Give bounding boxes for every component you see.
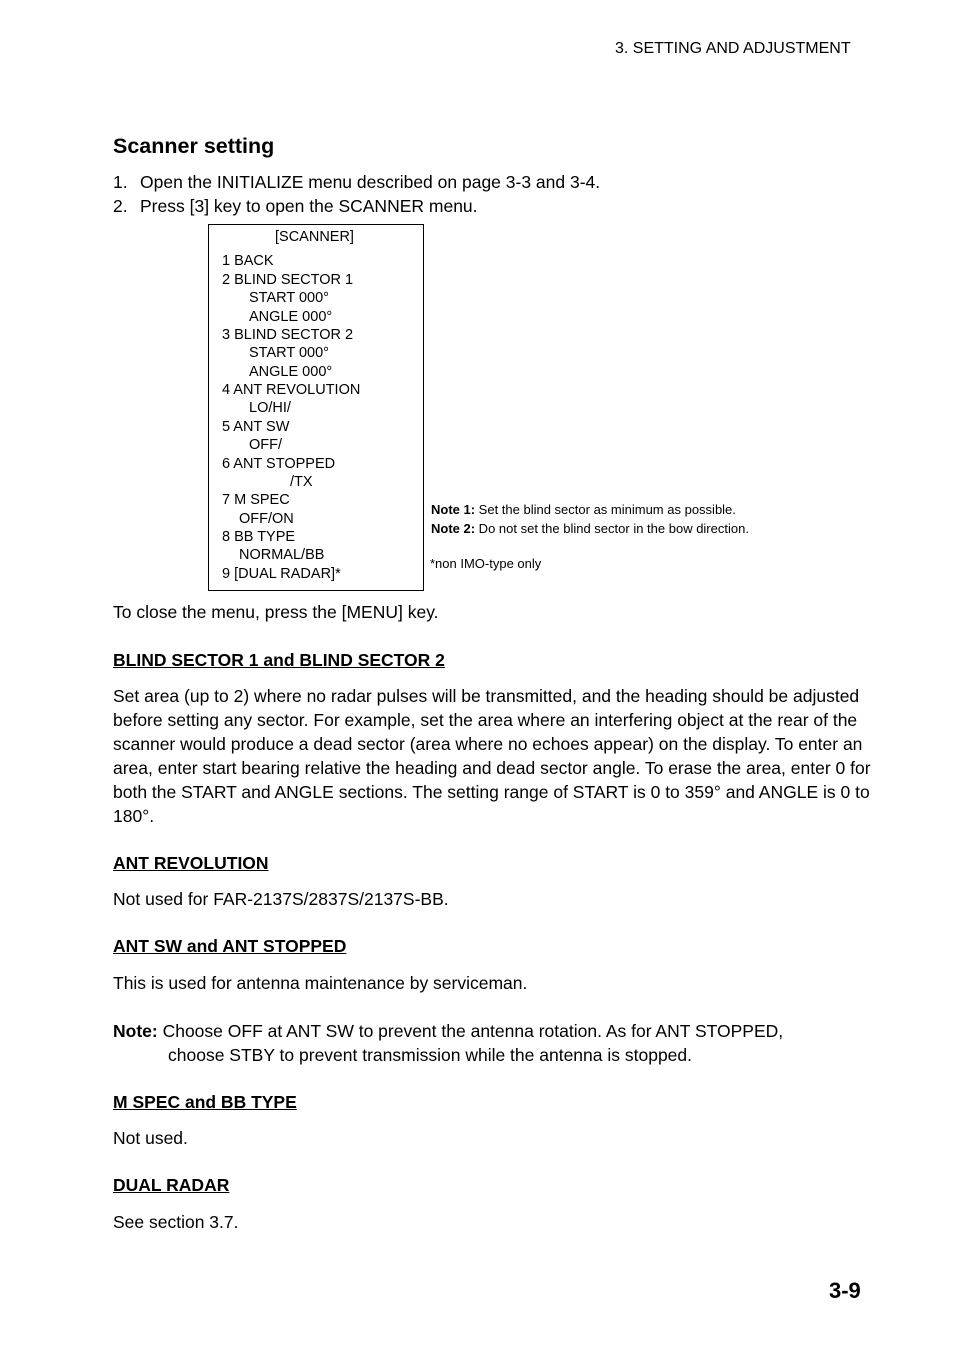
- paragraph-dual-radar: See section 3.7.: [113, 1212, 239, 1232]
- menu-item-bb-type: 8 BB TYPE: [222, 529, 296, 545]
- menu-title: [SCANNER]: [275, 229, 354, 245]
- subheading-m-spec: M SPEC and BB TYPE: [113, 1092, 297, 1112]
- paragraph-m-spec: Not used.: [113, 1128, 188, 1148]
- menu-item-m-spec: 7 M SPEC: [222, 492, 290, 508]
- note-label: Note 1:: [431, 502, 476, 517]
- menu-item-blind-sector-1: 2 BLIND SECTOR 1: [222, 272, 354, 288]
- subheading-blind-sector: BLIND SECTOR 1 and BLIND SECTOR 2: [113, 650, 445, 670]
- note-label: Note:: [113, 1021, 158, 1041]
- page-number: 3-9: [829, 1278, 861, 1303]
- paragraph-ant-sw: This is used for antenna maintenance by serviceman.: [113, 973, 528, 993]
- note-ant-sw-line-2: choose STBY to prevent transmission while the antenna is stopped.: [168, 1045, 693, 1065]
- menu-value-angle-2: ANGLE 000°: [249, 364, 333, 380]
- menu-value-ant-sw: OFF/: [249, 437, 283, 453]
- menu-item-ant-revolution: 4 ANT REVOLUTION: [222, 382, 361, 398]
- subheading-ant-revolution: ANT REVOLUTION: [113, 853, 269, 873]
- note-text: Set the blind sector as minimum as possible.: [475, 502, 736, 517]
- menu-value-ant-revolution: LO/HI/: [249, 400, 291, 416]
- menu-value-m-spec: OFF/ON: [239, 511, 294, 527]
- step-number: 1.: [113, 172, 128, 192]
- step-item: [113, 196, 813, 220]
- menu-item-ant-stopped: 6 ANT STOPPED: [222, 456, 336, 472]
- note-ant-sw-line-1: [113, 1019, 783, 1043]
- step-number: 2.: [113, 196, 128, 216]
- menu-note-1: [431, 502, 736, 517]
- menu-item-blind-sector-2: 3 BLIND SECTOR 2: [222, 327, 354, 343]
- menu-value-ant-stopped: /TX: [290, 474, 313, 490]
- menu-item-back: 1 BACK: [222, 253, 274, 269]
- close-instruction: To close the menu, press the [MENU] key.: [113, 602, 439, 622]
- menu-item-ant-sw: 5 ANT SW: [222, 419, 290, 435]
- step-text: Open the INITIALIZE menu described on page 3-3 and 3-4.: [140, 172, 601, 192]
- step-text: Press [3] key to open the SCANNER menu.: [140, 196, 478, 216]
- menu-footnote: *non IMO-type only: [430, 556, 542, 571]
- menu-value-angle-1: ANGLE 000°: [249, 309, 333, 325]
- paragraph-blind-sector: Set area (up to 2) where no radar pulses will be transmitted, and the heading should be adjusted before setting any sector. For example, set the area where an interfering object at the rear of the scanner would produce a dead sector (area where no echoes appear) on the display. To enter an area, enter start bearing relative the heading and dead sector angle. To erase the area, enter 0 for both the START and ANGLE sections. The setting range of START is 0 to 359° and ANGLE is 0 to 180°.: [113, 686, 871, 826]
- menu-value-start-2: START 000°: [249, 345, 329, 361]
- running-head: 3. SETTING AND ADJUSTMENT: [615, 40, 851, 57]
- note-text: Do not set the blind sector in the bow direction.: [475, 521, 749, 536]
- subheading-ant-sw: ANT SW and ANT STOPPED: [113, 936, 347, 956]
- section-title: Scanner setting: [113, 134, 275, 158]
- scanner-menu-box: [208, 224, 424, 591]
- menu-value-bb-type: NORMAL/BB: [239, 547, 325, 563]
- menu-item-dual-radar: 9 [DUAL RADAR]*: [222, 566, 341, 582]
- paragraph-ant-revolution: Not used for FAR-2137S/2837S/2137S-BB.: [113, 889, 449, 909]
- note-text: Choose OFF at ANT SW to prevent the antenna rotation. As for ANT STOPPED,: [157, 1021, 784, 1041]
- step-item: [113, 172, 813, 196]
- subheading-dual-radar: DUAL RADAR: [113, 1175, 230, 1195]
- menu-note-2: [431, 521, 749, 536]
- menu-value-start-1: START 000°: [249, 290, 329, 306]
- note-label: Note 2:: [431, 521, 476, 536]
